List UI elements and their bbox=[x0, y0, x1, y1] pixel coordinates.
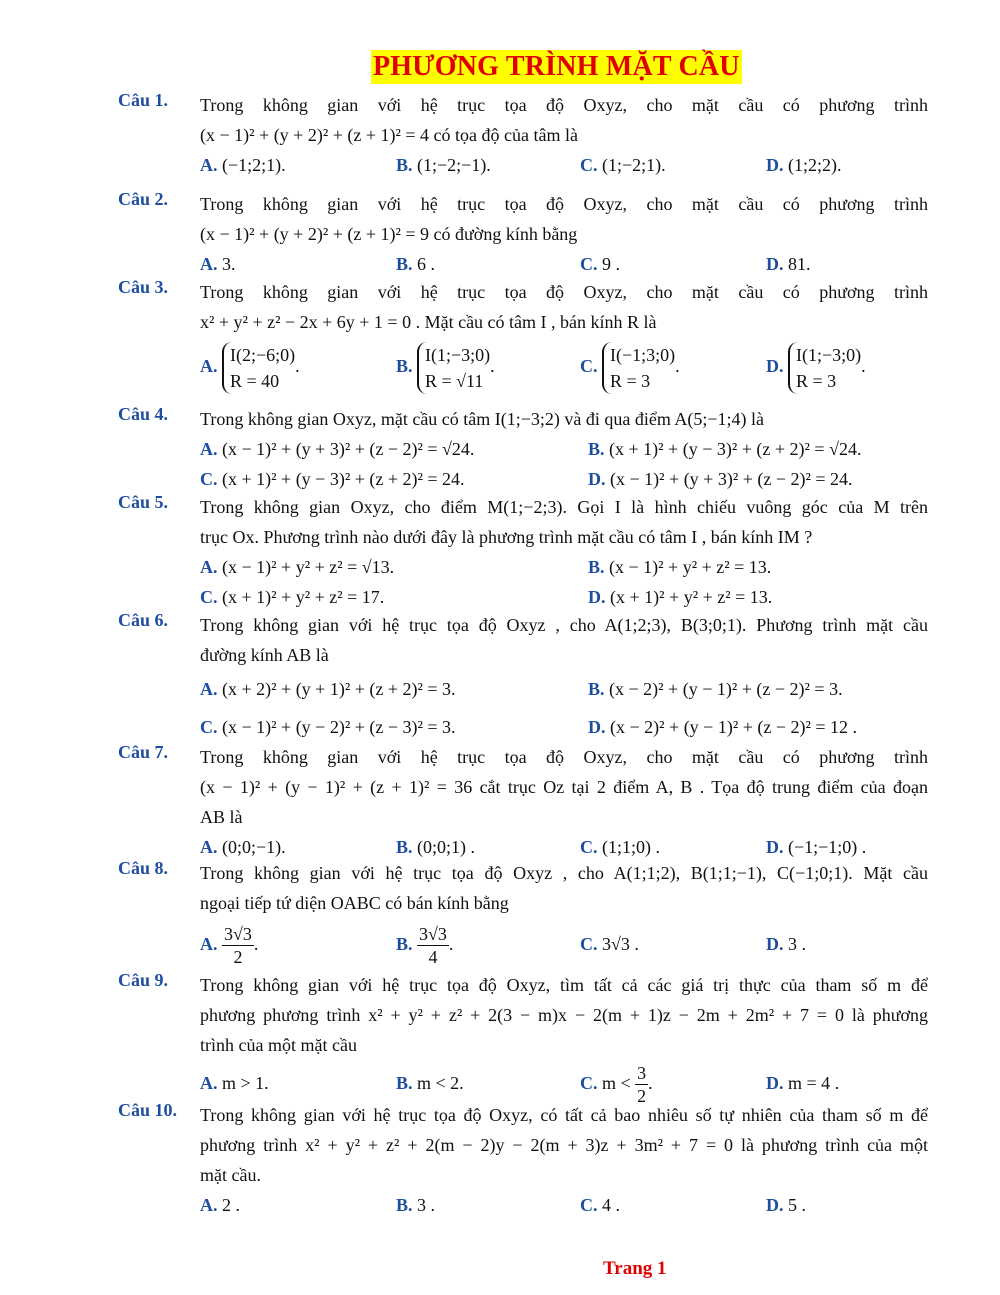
system-line: R = 3 bbox=[796, 370, 837, 391]
option-key: A. bbox=[200, 1073, 222, 1093]
option-key: B. bbox=[588, 679, 610, 699]
option-key: A. bbox=[200, 254, 222, 274]
question-text-line: Trong không gian với hệ trục tọa độ Oxyz , cho A(1;2;3), B(3;0;1). Phương trình mặt cầu bbox=[200, 615, 928, 635]
option-text: 6 . bbox=[417, 254, 436, 274]
question-text-line: Trong không gian với hệ trục tọa độ Oxyz, cho mặt cầu có phương trình bbox=[200, 747, 928, 767]
option-key: A. bbox=[200, 837, 222, 857]
answer-option-d[interactable]: D. I(1;−3;0) R = 3 . bbox=[766, 337, 866, 395]
question-6 bbox=[118, 610, 928, 746]
option-key: C. bbox=[580, 837, 602, 857]
option-text: (x − 1)² + (y − 2)² + (z − 3)² = 3. bbox=[222, 717, 456, 737]
option-text: m = 4 . bbox=[788, 1073, 840, 1093]
system-line: R = 3 bbox=[610, 370, 651, 391]
question-7 bbox=[118, 742, 928, 862]
option-text: (−1;2;1). bbox=[222, 155, 286, 175]
question-label: Câu 1. bbox=[118, 90, 169, 110]
option-text: 3√3 . bbox=[602, 934, 639, 954]
answer-option-a[interactable] bbox=[200, 249, 236, 279]
answer-option-d[interactable] bbox=[766, 918, 806, 970]
answer-option-c[interactable] bbox=[580, 249, 620, 279]
option-key: D. bbox=[766, 934, 788, 954]
answer-options bbox=[200, 434, 928, 494]
question-text-line: phương phương trình x² + y² + z² + 2(3 − m)x − 2(m + 1)z − 2m + 2m² + 7 = 0 là phương bbox=[200, 1005, 928, 1025]
question-label: Câu 5. bbox=[118, 492, 169, 512]
question-label: Câu 3. bbox=[118, 277, 169, 297]
option-key: C. bbox=[200, 717, 222, 737]
option-key: B. bbox=[396, 934, 418, 954]
option-key: B. bbox=[588, 557, 610, 577]
numerator: 3√3 bbox=[224, 924, 252, 945]
option-key: A. bbox=[200, 356, 222, 376]
answer-option-b[interactable] bbox=[396, 150, 491, 180]
answer-option-a[interactable] bbox=[200, 552, 394, 582]
question-label: Câu 7. bbox=[118, 742, 169, 762]
question-8 bbox=[118, 858, 928, 970]
option-text: (x + 1)² + (y − 3)² + (z + 2)² = √24. bbox=[609, 439, 862, 459]
answer-option-a[interactable] bbox=[200, 1190, 240, 1220]
question-text-line: trục Ox. Phương trình nào dưới đây là phương trình mặt cầu có tâm I , bán kính IM ? bbox=[200, 527, 813, 547]
option-key: C. bbox=[580, 1073, 602, 1093]
option-text: m < 2. bbox=[417, 1073, 464, 1093]
answer-option-c[interactable]: C. m < $\frac{3}{2}$ . bbox=[580, 1063, 653, 1107]
answer-option-a[interactable] bbox=[200, 150, 286, 180]
answer-option-c[interactable] bbox=[200, 708, 456, 746]
equation-system bbox=[222, 342, 295, 394]
system-line: R = √11 bbox=[425, 370, 484, 391]
answer-row bbox=[200, 337, 928, 395]
option-key: A. bbox=[200, 934, 222, 954]
option-key: D. bbox=[588, 469, 610, 489]
answer-option-b[interactable] bbox=[396, 249, 435, 279]
answer-option-b[interactable]: B. I(1;−3;0) R = √11 . bbox=[396, 337, 495, 395]
answer-row bbox=[200, 552, 928, 582]
option-text: (x − 1)² + y² + z² = √13. bbox=[222, 557, 395, 577]
answer-row bbox=[200, 150, 928, 180]
answer-option-d[interactable] bbox=[588, 464, 853, 494]
equation-system bbox=[788, 342, 861, 394]
option-key: C. bbox=[200, 587, 222, 607]
question-3 bbox=[118, 277, 928, 395]
option-text: 3 . bbox=[417, 1195, 436, 1215]
question-label: Câu 9. bbox=[118, 970, 169, 990]
fraction bbox=[417, 923, 449, 968]
option-key: C. bbox=[200, 469, 222, 489]
option-key: D. bbox=[766, 356, 788, 376]
question-text-line: x² + y² + z² − 2x + 6y + 1 = 0 . Mặt cầu có tâm I , bán kính R là bbox=[200, 312, 657, 332]
question-text-line: trình của một mặt cầu bbox=[200, 1035, 357, 1055]
option-text: (1;1;0) . bbox=[602, 837, 660, 857]
option-text: m > 1. bbox=[222, 1073, 269, 1093]
question-text-line: (x − 1)² + (y + 2)² + (z + 1)² = 4 có tọa độ của tâm là bbox=[200, 125, 578, 145]
answer-option-c[interactable] bbox=[580, 918, 639, 970]
denominator: 2 bbox=[233, 947, 243, 968]
question-4 bbox=[118, 404, 928, 494]
question-text-line: Trong không gian với hệ trục tọa độ Oxyz, có tất cả bao nhiêu số tự nhiên của tham số m để bbox=[200, 1105, 928, 1125]
option-key: D. bbox=[588, 717, 610, 737]
numerator: 3 bbox=[637, 1063, 647, 1084]
option-key: B. bbox=[396, 1195, 418, 1215]
question-text-line: Trong không gian với hệ trục tọa độ Oxyz, cho mặt cầu có phương trình bbox=[200, 194, 928, 214]
system-line: I(1;−3;0) bbox=[425, 344, 491, 365]
answer-option-a[interactable] bbox=[200, 434, 474, 464]
question-text-line: phương trình x² + y² + z² + 2(m − 2)y − 2(m + 3)z + 3m² + 7 = 0 là phương trình của một bbox=[200, 1135, 928, 1155]
page-footer: Trang 1 bbox=[603, 1258, 667, 1279]
option-key: C. bbox=[580, 934, 602, 954]
answer-option-d[interactable] bbox=[766, 249, 811, 279]
option-text: 4 . bbox=[602, 1195, 620, 1215]
answer-option-b[interactable] bbox=[396, 1190, 435, 1220]
option-key: A. bbox=[200, 1195, 222, 1215]
answer-option-b[interactable] bbox=[588, 434, 861, 464]
answer-row bbox=[200, 1190, 928, 1220]
question-text-line: Trong không gian với hệ trục tọa độ Oxyz, cho mặt cầu có phương trình bbox=[200, 282, 928, 302]
answer-option-c[interactable] bbox=[580, 1190, 620, 1220]
answer-options bbox=[200, 249, 928, 279]
denominator: 4 bbox=[428, 947, 438, 968]
question-9 bbox=[118, 970, 928, 1106]
answer-row bbox=[200, 708, 928, 746]
answer-options bbox=[200, 1190, 928, 1220]
option-text: (−1;−1;0) . bbox=[788, 837, 867, 857]
option-text: 2 . bbox=[222, 1195, 240, 1215]
answer-option-c[interactable] bbox=[200, 582, 384, 612]
question-text-line: Trong không gian Oxyz, cho điểm M(1;−2;3). Gọi I là hình chiếu vuông góc của M trên bbox=[200, 497, 928, 517]
answer-option-c[interactable]: C. I(−1;3;0) R = 3 . bbox=[580, 337, 680, 395]
answer-option-c[interactable] bbox=[200, 464, 465, 494]
option-key: A. bbox=[200, 155, 222, 175]
answer-options bbox=[200, 918, 928, 970]
answer-option-d[interactable] bbox=[588, 582, 772, 612]
option-text: 3. bbox=[222, 254, 236, 274]
question-text-line: (x − 1)² + (y + 2)² + (z + 1)² = 9 có đường kính bằng bbox=[200, 224, 578, 244]
answer-option-a[interactable] bbox=[200, 670, 456, 708]
option-prefix: m < bbox=[602, 1073, 636, 1093]
option-text: (x − 1)² + y² + z² = 13. bbox=[609, 557, 772, 577]
answer-row bbox=[200, 918, 928, 970]
option-text: 3 . bbox=[788, 934, 806, 954]
option-key: C. bbox=[580, 155, 602, 175]
answer-row bbox=[200, 434, 928, 464]
question-text-line: ngoại tiếp tứ diện OABC có bán kính bằng bbox=[200, 893, 509, 913]
option-key: B. bbox=[396, 837, 418, 857]
option-text: (1;−2;−1). bbox=[417, 155, 491, 175]
question-5 bbox=[118, 492, 928, 612]
option-key: B. bbox=[396, 1073, 418, 1093]
system-line: I(−1;3;0) bbox=[610, 344, 676, 365]
option-key: A. bbox=[200, 679, 222, 699]
option-key: B. bbox=[588, 439, 610, 459]
option-text: (x − 1)² + (y + 3)² + (z − 2)² = 24. bbox=[610, 469, 853, 489]
option-key: A. bbox=[200, 439, 222, 459]
answer-row bbox=[200, 670, 928, 708]
page-title: PHƯƠNG TRÌNH MẶT CẦU bbox=[373, 51, 740, 82]
answer-option-c[interactable] bbox=[580, 150, 666, 180]
question-1 bbox=[118, 90, 928, 180]
fraction bbox=[222, 923, 254, 968]
option-key: C. bbox=[580, 356, 602, 376]
answer-options bbox=[200, 670, 928, 746]
option-text: (1;2;2). bbox=[788, 155, 842, 175]
answer-option-d[interactable] bbox=[766, 150, 842, 180]
answer-row bbox=[200, 582, 928, 612]
answer-option-b[interactable] bbox=[588, 552, 771, 582]
answer-option-b[interactable]: B. $\frac{3√3}{4}$ . bbox=[396, 924, 454, 968]
question-label: Câu 2. bbox=[118, 189, 169, 209]
answer-options bbox=[200, 552, 928, 612]
answer-row bbox=[200, 464, 928, 494]
answer-options bbox=[200, 337, 928, 395]
question-label: Câu 4. bbox=[118, 404, 169, 424]
option-key: D. bbox=[766, 254, 788, 274]
question-text-line: Trong không gian với hệ trục tọa độ Oxyz , cho A(1;1;2), B(1;1;−1), C(−1;0;1). Mặt cầu bbox=[200, 863, 928, 883]
option-text: (x + 1)² + (y − 3)² + (z + 2)² = 24. bbox=[222, 469, 465, 489]
option-text: (x − 1)² + (y + 3)² + (z − 2)² = √24. bbox=[222, 439, 475, 459]
option-text: (x − 2)² + (y − 1)² + (z − 2)² = 12 . bbox=[610, 717, 858, 737]
system-line: R = 40 bbox=[230, 370, 280, 391]
option-text: 81. bbox=[788, 254, 811, 274]
answer-option-b[interactable] bbox=[588, 670, 843, 708]
option-text: (0;0;−1). bbox=[222, 837, 286, 857]
equation-system bbox=[602, 342, 675, 394]
answer-row bbox=[200, 249, 928, 279]
equation-system bbox=[417, 342, 490, 394]
option-key: D. bbox=[766, 837, 788, 857]
option-text: (x − 2)² + (y − 1)² + (z − 2)² = 3. bbox=[609, 679, 843, 699]
denominator: 2 bbox=[637, 1086, 647, 1107]
question-label: Câu 6. bbox=[118, 610, 169, 630]
answer-option-d[interactable] bbox=[766, 1190, 806, 1220]
question-label: Câu 10. bbox=[118, 1100, 178, 1120]
option-text: (0;0;1) . bbox=[417, 837, 476, 857]
question-text-line: Trong không gian Oxyz, mặt cầu có tâm I(1;−3;2) và đi qua điểm A(5;−1;4) là bbox=[200, 409, 765, 429]
option-key: B. bbox=[396, 155, 418, 175]
option-key: C. bbox=[580, 254, 602, 274]
option-key: D. bbox=[588, 587, 610, 607]
numerator: 3√3 bbox=[419, 924, 447, 945]
option-key: B. bbox=[396, 254, 418, 274]
system-line: I(1;−3;0) bbox=[796, 344, 862, 365]
question-text-line: (x − 1)² + (y − 1)² + (z + 1)² = 36 cắt trục Oz tại 2 điểm A, B . Tọa độ trung điểm của đoạn bbox=[200, 777, 928, 797]
answer-option-a[interactable]: A. I(2;−6;0) R = 40 . bbox=[200, 337, 300, 395]
option-text: 5 . bbox=[788, 1195, 806, 1215]
answer-options bbox=[200, 150, 928, 180]
question-text-line: Trong không gian với hệ trục tọa độ Oxyz, cho mặt cầu có phương trình bbox=[200, 95, 928, 115]
answer-option-d[interactable] bbox=[588, 708, 857, 746]
question-text-line: Trong không gian với hệ trục tọa độ Oxyz, tìm tất cả các giá trị thực của tham số m để bbox=[200, 975, 928, 995]
option-key: D. bbox=[766, 155, 788, 175]
option-key: C. bbox=[580, 1195, 602, 1215]
option-key: A. bbox=[200, 557, 222, 577]
option-text: (x + 1)² + y² + z² = 17. bbox=[222, 587, 385, 607]
option-key: B. bbox=[396, 356, 418, 376]
question-text-line: mặt cầu. bbox=[200, 1165, 261, 1185]
question-label: Câu 8. bbox=[118, 858, 169, 878]
option-text: (1;−2;1). bbox=[602, 155, 666, 175]
option-text: (x + 2)² + (y + 1)² + (z + 2)² = 3. bbox=[222, 679, 456, 699]
question-text-line: đường kính AB là bbox=[200, 645, 329, 665]
option-key: D. bbox=[766, 1195, 788, 1215]
question-2 bbox=[118, 189, 928, 279]
system-line: I(2;−6;0) bbox=[230, 344, 296, 365]
option-key: D. bbox=[766, 1073, 788, 1093]
question-10 bbox=[118, 1100, 928, 1220]
answer-option-a[interactable]: A. $\frac{3√3}{2}$ . bbox=[200, 924, 259, 968]
option-text: (x + 1)² + y² + z² = 13. bbox=[610, 587, 773, 607]
option-text: 9 . bbox=[602, 254, 620, 274]
question-text-line: AB là bbox=[200, 807, 243, 827]
